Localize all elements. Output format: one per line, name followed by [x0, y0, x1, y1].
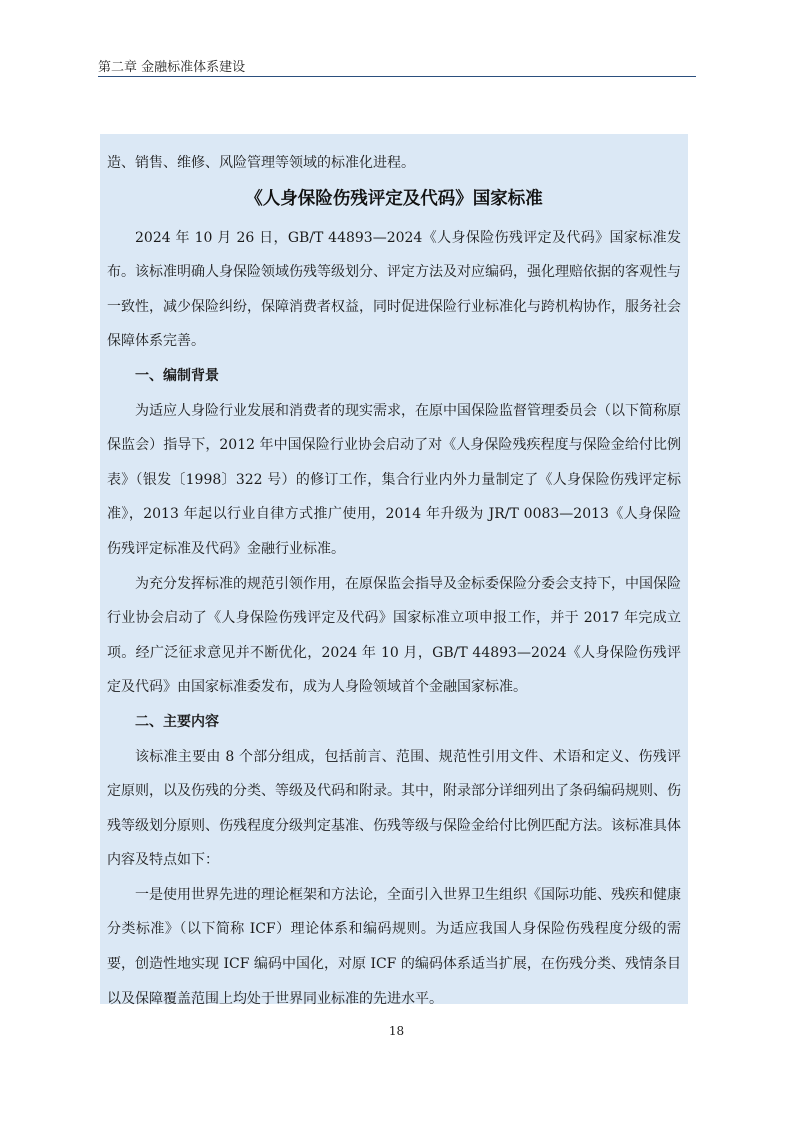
- box-title: 《人身保险伤残评定及代码》国家标准: [245, 188, 543, 209]
- highlight-box: [100, 134, 688, 1007]
- section-heading-background: 一、编制背景: [135, 367, 219, 384]
- intro-paragraph: 2024 年 10 月 26 日，GB/T 44893—2024《人身保险伤残评定及代码》国家标准发布。该标准明确人身保险领域伤残等级划分、评定方法及对应编码，强化理赔依据的客观性与一致性，减少保险纠纷，保障消费者权益，同时促进保险行业标准化与跨机构协作，服务社会保障体系完善。: [107, 229, 681, 350]
- page-number: 18: [388, 1024, 405, 1038]
- section-heading-content: 二、主要内容: [135, 713, 219, 730]
- running-header: [98, 56, 696, 76]
- content-paragraph-2: 一是使用世界先进的理论框架和方法论，全面引入世界卫生组织《国际功能、残疾和健康分类标准》（以下简称 ICF）理论体系和编码规则。为适应我国人身保险伤残程度分级的需要，创造性地实现 ICF 编码中国化，对原 ICF 的编码体系适当扩展，在伤残分类、残情条目以及保障覆盖范围上均处于世界同业标准的先进水平。: [107, 886, 681, 1007]
- content-paragraph-1: 该标准主要由 8 个部分组成，包括前言、范围、规范性引用文件、术语和定义、伤残评定原则，以及伤残的分类、等级及代码和附录。其中，附录部分详细列出了条码编码规则、伤残等级划分原则、伤残程度分级判定基准、伤残等级与保险金给付比例匹配方法。该标准具体内容及特点如下：: [107, 748, 681, 869]
- lead-text: 造、销售、维修、风险管理等领域的标准化进程。: [107, 155, 415, 171]
- background-paragraph-1: 为适应人身险行业发展和消费者的现实需求，在原中国保险监督管理委员会（以下简称原保监会）指导下，2012 年中国保险行业协会启动了对《人身保险残疾程度与保险金给付比例表》（银发〔1998〕322 号）的修订工作，集合行业内外力量制定了《人身保险伤残评定标准》，2013 年起以行业自律方式推广使用，2014 年升级为 JR/T 0083—2013《人身保险伤残评定标准及代码》金融行业标准。: [107, 402, 681, 557]
- background-paragraph-2: 为充分发挥标准的规范引领作用，在原保监会指导及金标委保险分委会支持下，中国保险行业协会启动了《人身保险伤残评定及代码》国家标准立项申报工作，并于 2017 年完成立项。经广泛征求意见并不断优化，2024 年 10 月，GB/T 44893—2024《人身保险伤残评定及代码》由国家标准委发布，成为人身险领域首个金融国家标准。: [107, 575, 681, 696]
- chapter-title: 第二章 金融标准体系建设: [98, 60, 246, 75]
- header-rule: [98, 76, 696, 77]
